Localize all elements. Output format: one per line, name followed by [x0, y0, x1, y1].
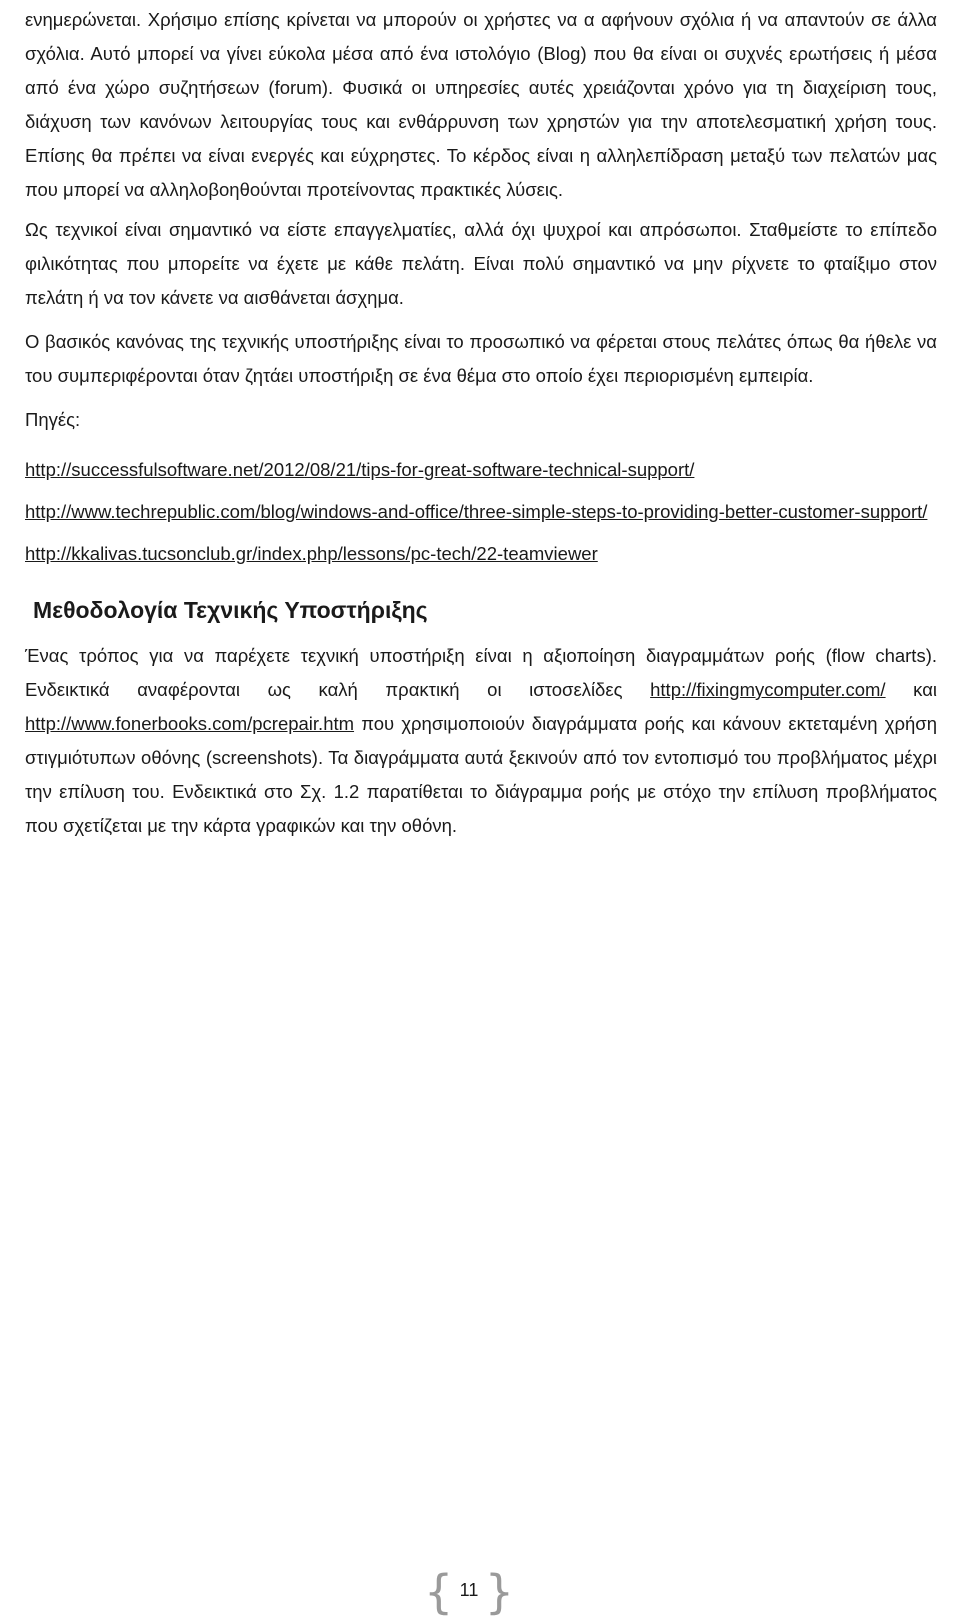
professionalism-paragraph: Ως τεχνικοί είναι σημαντικό να είστε επαγγελματίες, αλλά όχι ψυχροί και απρόσωποι. Σταθμείστε το επίπεδο φιλικότητας που μπορείτε να έχετε με κάθε πελάτη. Είναι πολύ σημαντικό να μην ρίχνετε το φταίξιμο στον πελάτη ή να τον κάνετε να αισθάνεται άσχημα.: [25, 219, 937, 308]
page-number: 11: [459, 1580, 479, 1600]
methodology-text-start: Ένας τρόπος για να παρέχετε τεχνική υποστήριξη είναι η αξιοποίηση διαγραμμάτων ροής (flow charts). Ενδεικτικά αναφέρονται ως καλή πρακτική οι ιστοσελίδες: [25, 645, 937, 700]
source-link-successfulsoftware[interactable]: http://successfulsoftware.net/2012/08/21/tips-for-great-software-technical-support/: [25, 459, 695, 480]
connector-text: και: [913, 679, 938, 700]
section-heading: Μεθοδολογία Τεχνικής Υποστήριξης: [33, 597, 428, 623]
methodology-paragraph: [25, 639, 937, 843]
document-page: [25, 0, 937, 843]
right-brace-ornament: }: [484, 1565, 514, 1619]
methodology-text-end: που χρησιμοποιούν διαγράμματα ροής και κάνουν εκτεταμένη χρήση στιγμιότυπων οθόνης (screenshots). Τα διαγράμματα αυτά ξεκινούν από τον εντοπισμό του προβλήματος μέχρι την επίλυση του. Ενδεικτικά στο Σχ. 1.2 παρατίθεται το διάγραμμα ροής με στόχο την επίλυση προβλήματος που σχετίζεται με την κάρτα γραφικών και την οθόνη.: [25, 713, 937, 836]
basic-rule-paragraph: Ο βασικός κανόνας της τεχνικής υποστήριξης είναι το προσωπικό να φέρεται στους πελάτες όπως θα ήθελε να του συμπεριφέρονται όταν ζητάει υποστήριξη σε ένα θέμα στο οποίο έχει περιορισμένη εμπειρία.: [25, 331, 937, 386]
page-number-footer: [424, 1565, 514, 1619]
source-link-techrepublic[interactable]: http://www.techrepublic.com/blog/windows-and-office/three-simple-steps-to-providing-better-customer-support/: [25, 501, 928, 522]
fonerbooks-link[interactable]: http://www.fonerbooks.com/pcrepair.htm: [25, 713, 355, 734]
sources-label: Πηγές:: [25, 409, 81, 430]
fixingmycomputer-link[interactable]: http://fixingmycomputer.com/: [650, 679, 886, 700]
intro-paragraph: ενημερώνεται. Χρήσιμο επίσης κρίνεται να μπορούν οι χρήστες να α αφήνουν σχόλια ή να απαντούν σε άλλα σχόλια. Αυτό μπορεί να γίνει εύκολα μέσα από ένα ιστολόγιο (Blog) που θα είναι οι συχνές ερωτήσεις ή μέσα από ένα χώρο συζητήσεων (forum). Φυσικά οι υπηρεσίες αυτές χρειάζονται χρόνο για τη διαχείριση τους, διάχυση των κανόνων λειτουργίας τους και ενθάρρυνση των χρηστών για την αποτελεσματική χρήση τους. Επίσης θα πρέπει να είναι ενεργές και εύχρηστες. Το κέρδος είναι η αλληλεπίδραση μεταξύ των πελατών μας που μπορεί να αλληλοβοηθούνται προτείνοντας πρακτικές λύσεις.: [25, 9, 937, 200]
source-link-kkalivas[interactable]: http://kkalivas.tucsonclub.gr/index.php/lessons/pc-tech/22-teamviewer: [25, 543, 598, 564]
left-brace-ornament: {: [424, 1565, 454, 1619]
